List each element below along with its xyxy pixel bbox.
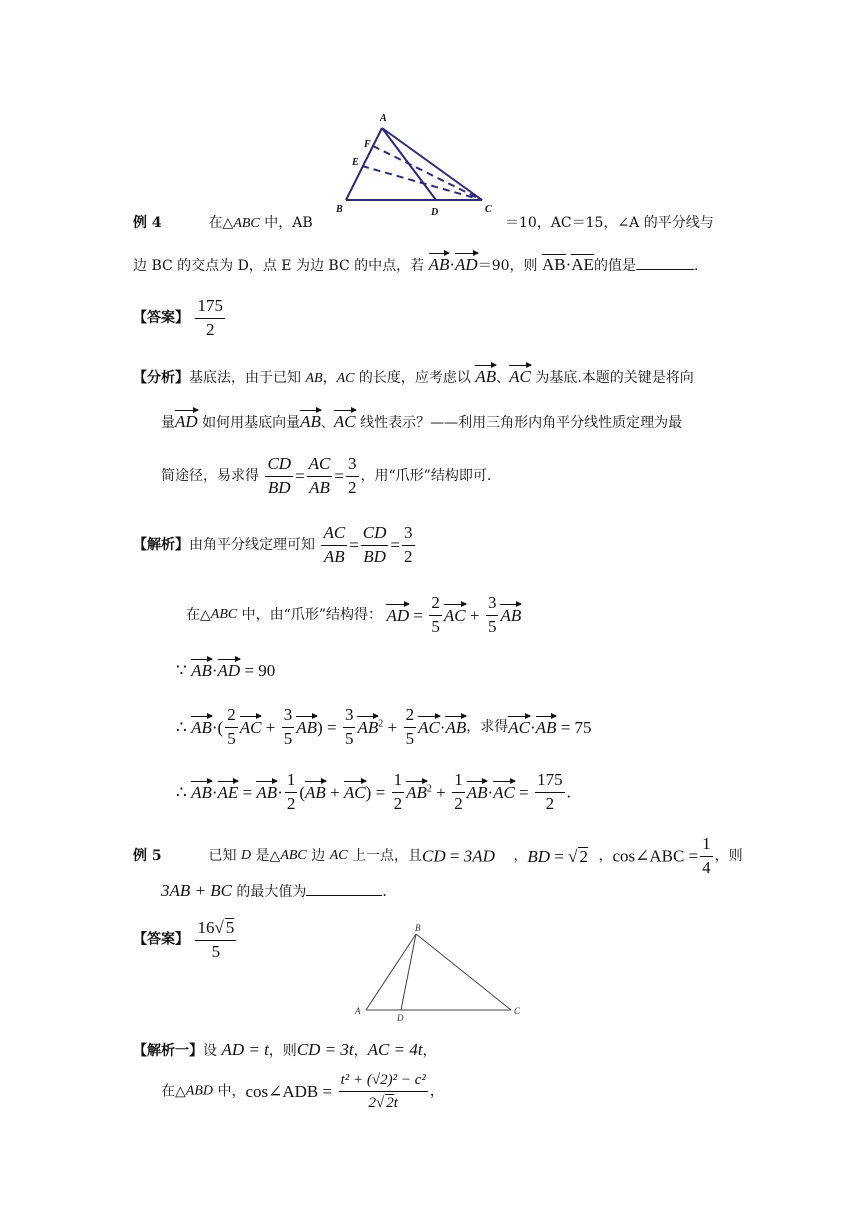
denominator: 2	[545, 793, 555, 813]
fraction-1-2	[285, 771, 298, 813]
text: 基底法，由于已知	[189, 370, 306, 386]
example-4-line-1-tail: ＝10，AC＝15，∠A 的平分线与	[505, 215, 714, 231]
label-e: E	[352, 157, 359, 168]
text: 、	[320, 415, 334, 430]
answer-4	[133, 297, 227, 339]
solution-one-line-1	[133, 1041, 437, 1058]
numerator: AC	[321, 524, 347, 546]
var: D	[240, 848, 252, 864]
solution-line-2	[186, 594, 521, 636]
equals: =	[519, 782, 529, 802]
equals: =	[244, 661, 255, 680]
value-90: 90	[258, 661, 276, 680]
radicand: 2	[386, 1094, 394, 1111]
text: ，	[422, 1043, 437, 1059]
radicand: 5	[225, 918, 235, 937]
numerator: 2	[225, 706, 238, 728]
equals: =	[334, 466, 344, 486]
fraction-1-2	[452, 771, 465, 813]
text: ，	[429, 1083, 444, 1100]
paren: (	[299, 782, 306, 802]
vector-ab: AB	[541, 255, 566, 274]
example-5-line-1: 例 5 已知 D 是△ABC 边 AC 上一点，且CD = 3AD ，BD = √ 2 ，cos∠ABC = $\frac{1}{4}$ ，则	[133, 834, 743, 877]
text: 边 BC 的交点为 D，点 E 为边 BC 的中点，若	[133, 258, 425, 274]
text: ＝90，则	[477, 258, 538, 274]
fraction-3-5	[282, 706, 295, 748]
vector-ad: AD	[455, 255, 478, 274]
fraction-1-4	[700, 835, 713, 877]
equals: =	[242, 782, 253, 802]
fraction-cd-bd	[361, 524, 389, 566]
triangle-name: ABC	[280, 848, 307, 864]
label-c: C	[514, 1006, 521, 1016]
vector-ab: AB	[357, 717, 379, 737]
denominator: 5	[431, 616, 440, 636]
dot: ·	[487, 782, 494, 802]
label-b: B	[336, 204, 343, 215]
triangle-figure-2	[350, 922, 530, 1024]
denominator-var: t	[393, 1094, 398, 1111]
solution-line-3	[176, 662, 275, 679]
plus: +	[436, 782, 446, 802]
radicand: 2	[579, 847, 588, 867]
dot: ·	[211, 717, 218, 737]
vector-ab: AB	[428, 255, 450, 274]
example-4-line-2	[133, 256, 698, 273]
numerator: 1	[452, 771, 465, 793]
denominator: 5	[227, 728, 236, 748]
answer-label: 【答案】	[133, 310, 189, 327]
text: 在△	[161, 1083, 186, 1100]
equals: =	[326, 717, 337, 737]
fraction-175-2	[195, 297, 225, 339]
analysis-label: 【分析】	[133, 370, 189, 386]
denominator: 2	[348, 477, 357, 497]
vector-ac: AC	[493, 782, 515, 802]
triangle-figure-1	[330, 108, 500, 220]
paren: )	[365, 782, 372, 802]
text: 中，AB	[259, 215, 313, 231]
exponent: 2	[426, 783, 432, 795]
text: .	[566, 782, 571, 802]
var: CD	[422, 846, 446, 866]
therefore-symbol: ∴	[176, 782, 187, 802]
fraction-3-5	[343, 706, 356, 748]
dot: ·	[565, 255, 572, 274]
equals: =	[390, 535, 400, 555]
numerator: 1	[392, 771, 405, 793]
equals: =	[295, 466, 305, 486]
fraction-2-5	[225, 706, 238, 748]
text: 是△	[251, 848, 281, 865]
cos-adb: cos∠ADB	[245, 1082, 319, 1101]
equals: =	[554, 847, 564, 867]
numerator: CD	[265, 455, 293, 477]
vector-ac: AC	[239, 717, 262, 737]
denominator: 5	[487, 616, 497, 636]
vector-ab: AB	[191, 717, 212, 737]
side-ac	[382, 128, 482, 200]
answer-label: 【答案】	[133, 931, 189, 948]
equals: =	[322, 1082, 333, 1101]
equals: =	[413, 605, 423, 625]
denominator: 4	[702, 857, 711, 877]
var: BD	[527, 847, 551, 867]
vector-ab: AB	[296, 717, 318, 737]
vector-ac: AC	[418, 717, 440, 737]
answer-blank	[636, 269, 694, 270]
vector-ac: AC	[443, 605, 466, 625]
numerator: 3	[343, 706, 356, 728]
text: 如何用基底向量	[197, 415, 301, 431]
text: ，则	[714, 848, 743, 865]
vector-ac: AC	[343, 782, 366, 802]
numerator: 3	[402, 524, 415, 546]
fraction-3-5	[486, 594, 499, 636]
label-a: A	[380, 113, 387, 124]
label-f: F	[364, 139, 371, 150]
denominator: 2	[205, 319, 215, 339]
numerator: t² + (√2)² − c²	[339, 1072, 428, 1092]
label-b: B	[415, 923, 421, 933]
solution-one-label: 【解析一】	[133, 1043, 203, 1059]
answer-blank	[306, 895, 382, 896]
equals: =	[449, 846, 460, 866]
var: AC	[336, 371, 355, 386]
text: 简途径，易求得	[161, 468, 259, 485]
equals: =	[349, 535, 359, 555]
fraction-3-2	[346, 455, 359, 497]
denominator: BD	[363, 546, 386, 566]
fraction-ac-ab	[321, 524, 347, 566]
text: 边	[306, 848, 330, 865]
fraction-cos-adb: $\frac{\text{t² + (√2)² − c²}}{2√ 2t}$	[340, 1072, 426, 1111]
equals: =	[560, 717, 571, 737]
vector-ae: AE	[217, 782, 239, 802]
label-c: C	[485, 204, 492, 215]
triangle-name: ABC	[210, 607, 238, 623]
vector-ac: AC	[508, 717, 530, 737]
fraction-16root5-5: $\frac{16√ 5}{5}$	[197, 918, 235, 961]
numerator: 1	[285, 771, 298, 793]
numerator-coef: 16	[197, 918, 215, 937]
numerator: AC	[307, 455, 333, 477]
fraction-2-5	[404, 706, 417, 748]
equals: =	[375, 782, 386, 802]
fraction-ac-ab	[307, 455, 333, 497]
expression: CD = 3t	[296, 1040, 354, 1059]
plus: +	[469, 605, 480, 625]
dot: ·	[211, 661, 218, 680]
triangle-name: ABD	[185, 1083, 213, 1099]
denominator: 5	[211, 941, 221, 961]
example-4-label: 例 4	[133, 215, 162, 231]
numerator: CD	[361, 524, 389, 546]
vector-ac: AC	[509, 367, 531, 386]
expression: AD = t	[221, 1040, 269, 1059]
denominator: 2	[454, 793, 463, 813]
denominator: 2	[393, 793, 403, 813]
example-5-line-2	[161, 882, 387, 899]
fraction-1-2	[392, 771, 405, 813]
var: AC	[329, 848, 348, 864]
because-symbol: ∵	[176, 661, 187, 680]
vector-ad: AD	[175, 412, 198, 431]
expression: AC = 4t	[367, 1040, 423, 1059]
analysis-line-2	[161, 413, 682, 430]
value-75: 75	[574, 717, 592, 737]
fraction-3-2	[402, 524, 415, 566]
text: 为基底.本题的关键是将向	[530, 370, 694, 386]
vector-ab: AB	[406, 782, 427, 802]
denominator: 5	[344, 728, 354, 748]
solution-line-5	[176, 771, 571, 813]
plus: +	[330, 782, 340, 802]
vector-ab: AB	[445, 717, 467, 737]
numerator: 3	[346, 455, 359, 477]
plus: +	[265, 717, 276, 737]
text: ，	[513, 848, 528, 865]
text: 在△	[208, 215, 234, 231]
fraction-cd-bd	[265, 455, 293, 497]
vector-ab: AB	[305, 782, 326, 802]
vector-ac: AC	[333, 412, 356, 431]
var: AB	[305, 371, 323, 386]
text: 中，	[213, 1083, 246, 1100]
text: 的最大值为	[231, 884, 307, 900]
plus: +	[387, 717, 398, 737]
text: ，	[322, 370, 337, 386]
answer-5	[133, 918, 238, 961]
text: 、	[496, 370, 510, 385]
paren: (	[217, 717, 224, 737]
paren: )	[317, 717, 323, 737]
solution-line-4	[176, 706, 592, 748]
expression: 3AB + BC	[161, 881, 232, 900]
denominator: 2	[286, 793, 296, 813]
solution-one-line-2	[161, 1072, 444, 1111]
text: ，	[598, 848, 613, 865]
dot: ·	[211, 782, 218, 802]
text: 由角平分线定理可知	[189, 537, 315, 554]
text: 量	[161, 415, 175, 431]
text: ，求得	[466, 719, 509, 736]
example-5-label: 例 5	[133, 848, 162, 865]
denominator: AB	[309, 477, 330, 497]
label-d: D	[397, 1013, 404, 1023]
denominator: 2	[404, 546, 413, 566]
denominator: 5	[405, 728, 415, 748]
numerator: 175	[535, 771, 565, 793]
text: 的长度，应考虑以	[354, 370, 471, 386]
text: 的值是	[593, 258, 636, 274]
text: .	[693, 258, 699, 274]
vector-ab: AB	[500, 605, 522, 625]
text: 上一点，且	[347, 848, 423, 865]
numerator: 3	[282, 706, 295, 728]
dot: ·	[439, 717, 446, 737]
text: 已知	[208, 848, 241, 865]
analysis-line-3	[161, 455, 491, 497]
numerator: 2	[404, 706, 417, 728]
numerator: 175	[195, 297, 225, 319]
numerator: 3	[486, 594, 499, 616]
solution-label: 【解析】	[133, 537, 189, 554]
vector-ab: AB	[256, 782, 278, 802]
vector-ae: AE	[571, 255, 594, 274]
label-d: D	[431, 207, 439, 218]
dot: ·	[449, 255, 456, 274]
example-4-line-1	[133, 216, 313, 231]
therefore-symbol: ∴	[176, 717, 187, 737]
denominator: BD	[267, 477, 291, 497]
fraction-175-2	[535, 771, 565, 813]
vector-ab: AB	[535, 717, 557, 737]
var: 3AD	[463, 846, 495, 866]
fraction-2-5	[429, 594, 442, 636]
solution-line-1	[133, 524, 417, 566]
side-bc	[416, 934, 511, 1010]
triangle-name: ABC	[233, 216, 260, 231]
text: 线性表示？——利用三角形内角平分线性质定理为最	[355, 415, 683, 431]
text: 设	[203, 1043, 222, 1059]
dot: ·	[277, 782, 283, 802]
analysis-line-1	[133, 368, 694, 386]
vector-ab: AB	[300, 412, 321, 431]
denominator: 5	[283, 728, 293, 748]
dashed-ec	[362, 166, 482, 200]
vector-ab: AB	[191, 782, 212, 802]
vector-ad: AD	[386, 605, 410, 625]
text: 在△	[186, 607, 211, 624]
text: ，则	[268, 1043, 297, 1059]
text: ，用“爪形”结构即可.	[360, 468, 492, 485]
equals: =	[688, 846, 699, 866]
exponent: 2	[378, 718, 384, 730]
denominator: AB	[323, 546, 345, 566]
dot: ·	[529, 717, 536, 737]
text: .	[382, 884, 387, 900]
vector-ab: AB	[191, 661, 212, 680]
label-a: A	[355, 1006, 361, 1016]
denominator-coef: 2	[368, 1094, 376, 1111]
vector-ab: AB	[475, 367, 497, 386]
text: ，	[353, 1043, 368, 1059]
text: 中，由“爪形”结构得：	[237, 607, 382, 624]
vector-ad: AD	[217, 661, 241, 680]
numerator: 2	[429, 594, 442, 616]
numerator: 1	[700, 835, 713, 857]
vector-ab: AB	[466, 782, 488, 802]
cos-abc: cos∠ABC	[612, 846, 685, 866]
